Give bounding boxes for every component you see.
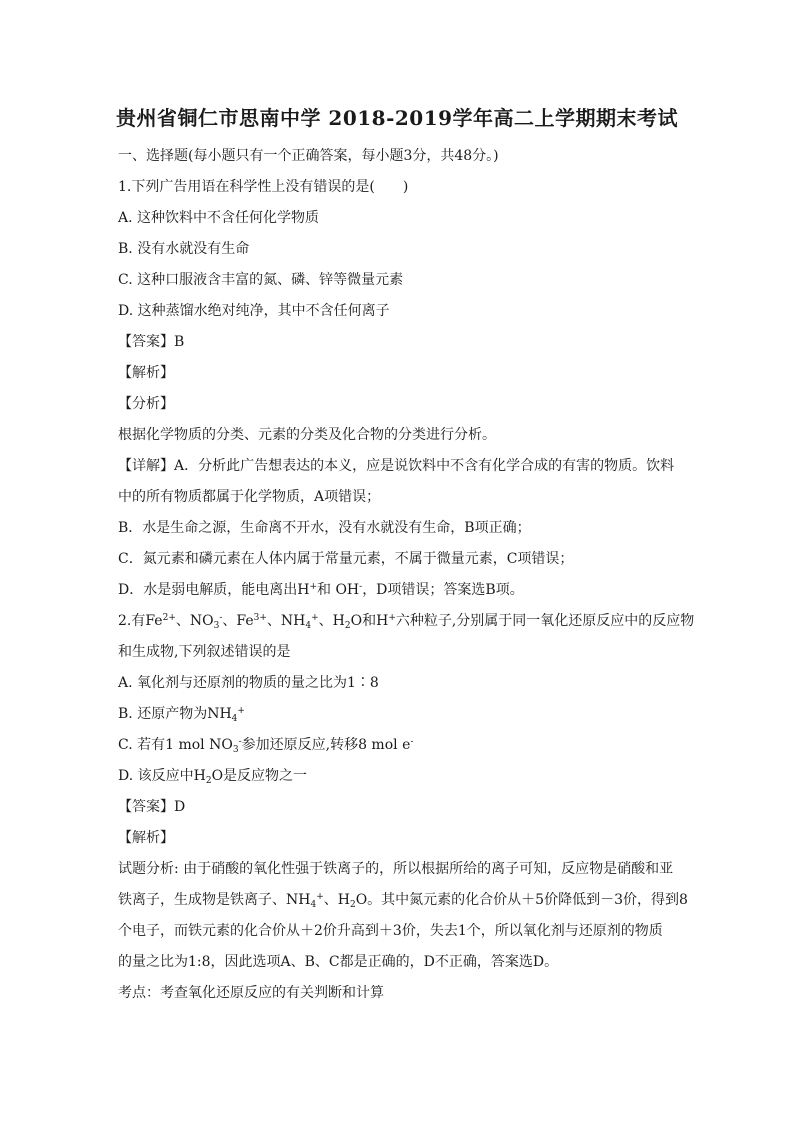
- formula-oh: OH: [335, 582, 360, 598]
- q1-detail-4: C．氮元素和磷元素在人体内属于常量元素，不属于微量元素，C项错误；: [118, 551, 574, 567]
- q1-answer: 【答案】B: [118, 334, 185, 350]
- q2-analysis-tag: 【解析】: [118, 830, 174, 846]
- q2-option-b: [118, 704, 245, 724]
- text: D. 该反应中H: [118, 768, 206, 784]
- q2-explanation-4: 的量之比为1:8，因此选项A、B、C都是正确的，D不正确，答案选D。: [118, 954, 559, 970]
- formula-nh4: NH: [207, 706, 232, 722]
- charge: +: [311, 613, 319, 623]
- sep: 、: [266, 613, 281, 629]
- q1-detail-1: 【详解】A．分析此广告想表达的本义，应是说饮料中不含有化学合成的有害的物质。饮料: [118, 458, 675, 474]
- text: O是反应物之一: [211, 768, 308, 784]
- charge: -: [359, 582, 363, 592]
- text: 六种粒子,分别属于同一氧化还原反应中的反应物: [395, 613, 695, 629]
- formula-nh4: NH: [280, 613, 306, 629]
- charge: +: [316, 892, 324, 902]
- q1-detail-3: B．水是生命之源，生命离不开水，没有水就没有生命，B项正确；: [118, 520, 531, 536]
- q1-fenxi-tag: 【分析】: [118, 396, 174, 412]
- text: 和: [317, 582, 331, 598]
- q1-analysis-tag: 【解析】: [118, 365, 174, 381]
- charge: 2+: [162, 613, 176, 623]
- q1-option-a: A. 这种饮料中不含任何化学物质: [118, 210, 320, 226]
- formula-h: H: [337, 892, 350, 908]
- subscript: 3: [213, 621, 220, 631]
- text: 、H: [318, 613, 345, 629]
- formula-h: H: [297, 582, 310, 598]
- formula-fe: Fe: [236, 613, 254, 629]
- subscript: 4: [231, 714, 238, 724]
- q1-stem: 1.下列广告用语在科学性上没有错误的是( ): [118, 179, 409, 195]
- charge: +: [388, 613, 396, 623]
- q1-option-b: B. 没有水就没有生命: [118, 241, 250, 257]
- text: C. 若有1 mol: [118, 737, 205, 753]
- q1-detail-5: [118, 580, 524, 600]
- q2-explanation-3: 个电子，而铁元素的化合价从＋2价升高到＋3价，失去1个，所以氧化剂与还原剂的物质: [118, 923, 663, 939]
- charge: -: [238, 737, 242, 747]
- q1-fenxi-text: 根据化学物质的分类、元素的分类及化合物的分类进行分析。: [118, 427, 496, 443]
- q2-explanation-1: 试题分析: 由于硝酸的氧化性强于铁离子的，所以根据所给的离子可知，反应物是硝酸和亚: [118, 861, 674, 877]
- subscript: 4: [305, 621, 312, 631]
- subscript: 2: [205, 776, 212, 786]
- q2-stem-line-2: 和生成物,下列叙述错误的是: [118, 644, 291, 660]
- q2-option-a: A. 氧化剂与还原剂的物质的量之比为1∶8: [118, 675, 379, 691]
- q2-kaodian: 考点：考查氧化还原反应的有关判断和计算: [118, 985, 384, 1001]
- q1-option-d: D. 这种蒸馏水绝对纯净，其中不含任何离子: [118, 303, 390, 319]
- text: O。其中氮元素的化合价从＋5价降低到－3价，得到8: [355, 892, 688, 908]
- formula-nh4: NH: [286, 892, 311, 908]
- subscript: 2: [349, 900, 356, 910]
- subscript: 3: [232, 745, 239, 755]
- q2-option-c: [118, 735, 413, 755]
- q2-explanation-2: [118, 890, 688, 910]
- sep: 、: [323, 892, 338, 908]
- formula-no3: NO: [209, 737, 233, 753]
- charge: -: [219, 613, 223, 623]
- q1-option-c: C. 这种口服液含丰富的氮、磷、锌等微量元素: [118, 272, 404, 288]
- text: D．水是弱电解质，能电离出: [118, 582, 298, 598]
- q1-detail-2: 中的所有物质都属于化学物质，A项错误；: [118, 489, 381, 505]
- text: 铁离子，生成物是铁离子、: [118, 892, 286, 908]
- q2-answer: 【答案】D: [118, 799, 186, 815]
- text: O和: [350, 613, 377, 629]
- formula-h: H: [376, 613, 389, 629]
- sep: 、: [222, 613, 237, 629]
- formula-no3: NO: [189, 613, 214, 629]
- sep: 、: [175, 613, 190, 629]
- charge: +: [309, 582, 317, 592]
- charge: 3+: [253, 613, 267, 623]
- page-title: 贵州省铜仁市思南中学 2018-2019学年高二上学期期末考试: [115, 106, 679, 130]
- electron: e: [402, 737, 411, 753]
- text: B. 还原产物为: [118, 706, 208, 722]
- charge: -: [410, 737, 414, 747]
- charge: +: [237, 706, 245, 716]
- section-heading: 一、选择题(每小题只有一个正确答案，每小题3分，共48分。): [118, 148, 499, 164]
- text: ，D项错误；答案选B项。: [362, 582, 524, 598]
- text: 参加还原反应,转移8 mol: [241, 737, 398, 753]
- q2-option-d: [118, 766, 307, 786]
- q2-stem-line-1: [118, 611, 694, 631]
- subscript: 4: [310, 900, 317, 910]
- subscript: 2: [344, 621, 351, 631]
- formula-fe: Fe: [145, 613, 163, 629]
- text: 2.有: [118, 613, 146, 629]
